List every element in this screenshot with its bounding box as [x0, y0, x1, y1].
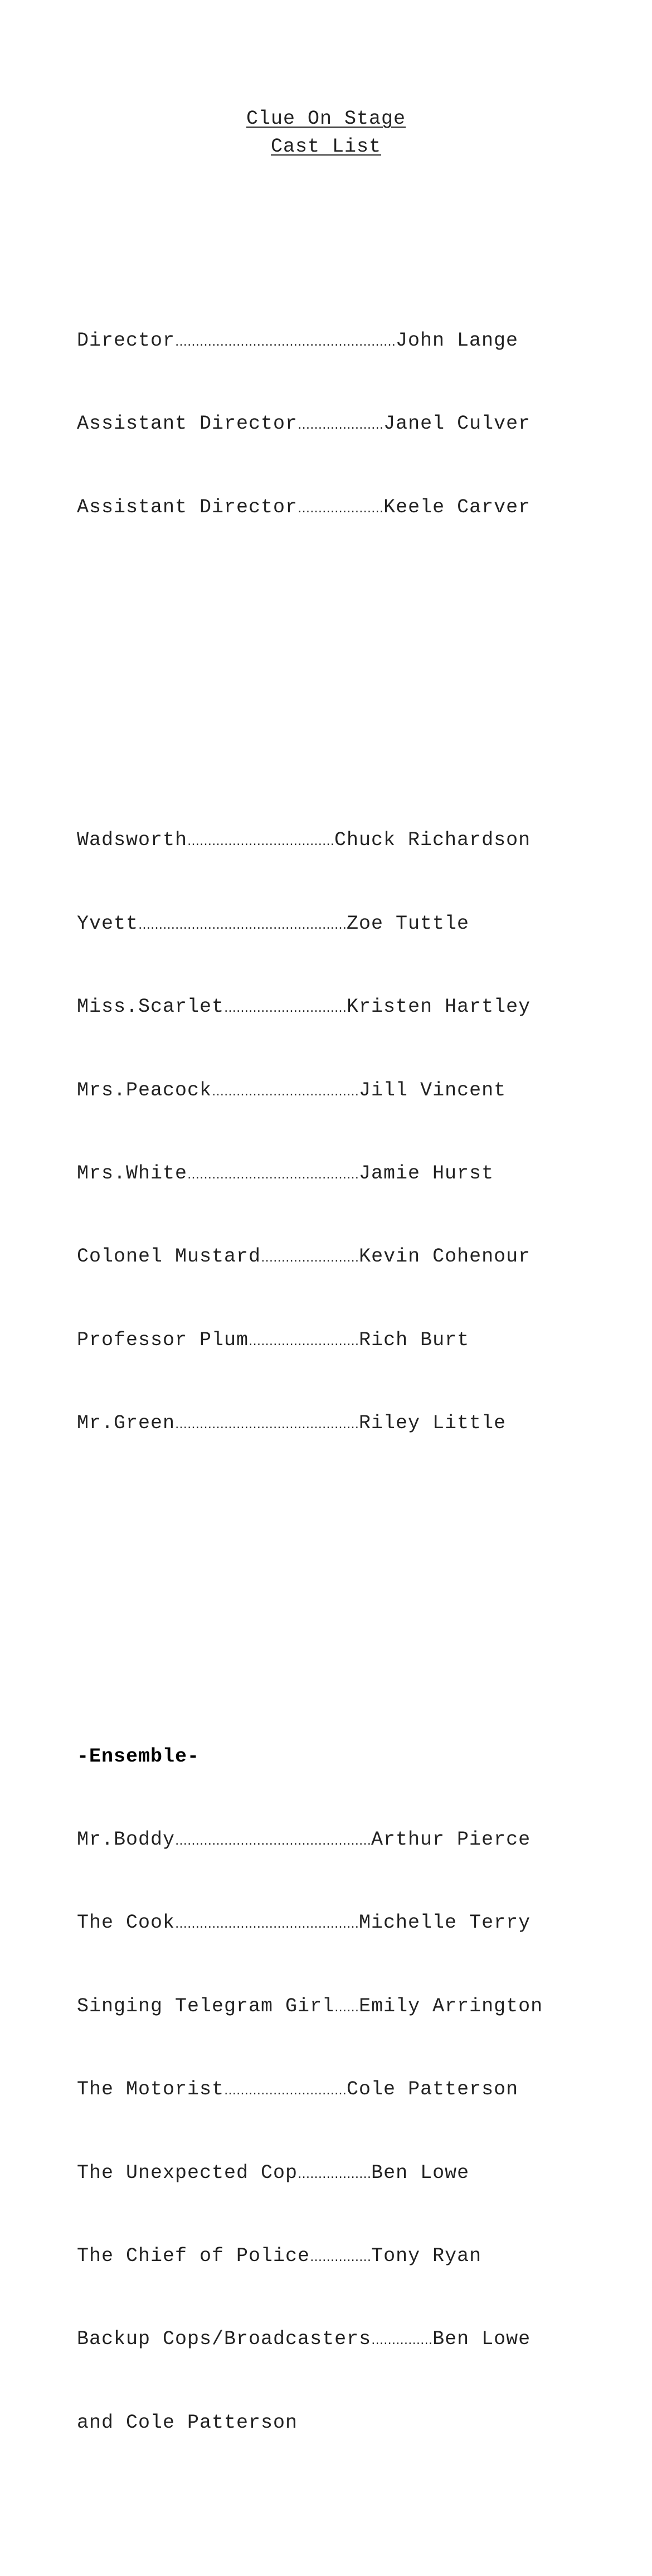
cast-row [77, 2160, 578, 2187]
cast-row [77, 410, 578, 438]
blank-line [77, 661, 578, 688]
page-title: Clue On Stage [246, 108, 406, 130]
dot-leader: …………………………………………… [138, 918, 347, 932]
dot-leader: ………………………… [224, 2084, 347, 2098]
dot-leader: ……………………………………… [175, 1418, 359, 1432]
dot-leader: …… [334, 2000, 359, 2015]
actor-name: Jill Vincent [359, 1079, 507, 1102]
dot-leader: ……………………… [249, 1334, 359, 1348]
actor-name: Kevin Cohenour [359, 1245, 531, 1268]
actor-name: Kristen Hartley [347, 996, 531, 1018]
title-block [0, 105, 652, 161]
ensemble-section [77, 1687, 578, 2492]
cast-list [77, 188, 578, 2576]
cast-row [77, 1077, 578, 1105]
dot-leader: ……………………………… [187, 835, 335, 849]
cast-row [77, 1993, 578, 2021]
actor-name: Ben Lowe [371, 2161, 470, 2184]
actor-name: Cole Patterson [347, 2078, 519, 2101]
actor-name: Jamie Hurst [359, 1162, 494, 1185]
role-name: The Motorist [77, 2078, 225, 2101]
role-name: The Unexpected Cop [77, 2161, 298, 2184]
role-name: Miss.Scarlet [77, 996, 225, 1018]
cast-row [77, 827, 578, 855]
continuation-line: and Cole Patterson [77, 2411, 298, 2434]
role-name: Colonel Mustard [77, 1245, 261, 1268]
actor-name: Rich Burt [359, 1328, 470, 1351]
cast-row [77, 1410, 578, 1438]
ensemble-heading: -Ensemble- [77, 1745, 200, 1768]
actor-name: Zoe Tuttle [347, 912, 470, 935]
actor-name: Arthur Pierce [371, 1828, 531, 1851]
dot-leader: …………………… [261, 1251, 359, 1265]
actor-name: Ben Lowe [432, 2328, 531, 2351]
cast-row [77, 1327, 578, 1355]
dot-leader: ………………………………………… [175, 1834, 372, 1849]
dot-leader: …………… [310, 2250, 372, 2264]
role-name: Mrs.Peacock [77, 1079, 212, 1102]
actor-name: Tony Ryan [371, 2244, 482, 2267]
cast-row [77, 327, 578, 355]
role-name: Backup Cops/Broadcasters [77, 2328, 372, 2351]
role-name: Singing Telegram Girl [77, 1995, 335, 2017]
dot-leader: ……………… [298, 2167, 372, 2181]
cast-row [77, 2076, 578, 2104]
role-name: Mr.Green [77, 1412, 176, 1435]
dot-leader: ………………… [298, 418, 384, 433]
page-subtitle: Cast List [270, 135, 382, 158]
role-name: Assistant Director [77, 413, 298, 435]
dot-leader: ………………………… [224, 1001, 347, 1016]
role-name: The Chief of Police [77, 2244, 310, 2267]
actor-name: Chuck Richardson [334, 829, 531, 852]
role-name: Mrs.White [77, 1162, 188, 1185]
role-name: Professor Plum [77, 1328, 249, 1351]
dot-leader: ……………………………… [212, 1084, 359, 1099]
dot-leader: ……………………………………………… [175, 334, 396, 349]
role-name: Mr.Boddy [77, 1828, 176, 1851]
actor-name: Michelle Terry [359, 1912, 531, 1934]
cast-row [77, 1826, 578, 1854]
actor-name: Keele Carver [383, 496, 531, 518]
cast-row [77, 1243, 578, 1271]
role-name: Director [77, 329, 176, 352]
principals-section [77, 772, 578, 1493]
role-name: Wadsworth [77, 829, 188, 852]
cast-row [77, 1909, 578, 1937]
cast-row [77, 2243, 578, 2271]
actor-name: Janel Culver [383, 413, 531, 435]
role-name: Yvett [77, 912, 139, 935]
cast-row [77, 1160, 578, 1188]
crew-section [77, 271, 578, 577]
dot-leader: ………………… [298, 501, 384, 516]
actor-name: Emily Arrington [359, 1995, 543, 2017]
cast-row [77, 2326, 578, 2354]
role-name: The Cook [77, 1912, 176, 1934]
actor-name: Riley Little [359, 1412, 507, 1435]
actor-name: John Lange [396, 329, 519, 352]
dot-leader: …………… [371, 2334, 433, 2348]
cast-row [77, 910, 578, 938]
cast-row [77, 494, 578, 522]
blank-line [77, 1576, 578, 1604]
cast-row [77, 993, 578, 1021]
dot-leader: ……………………………………… [175, 1917, 359, 1932]
role-name: Assistant Director [77, 496, 298, 518]
dot-leader: …………………………………… [187, 1167, 359, 1182]
